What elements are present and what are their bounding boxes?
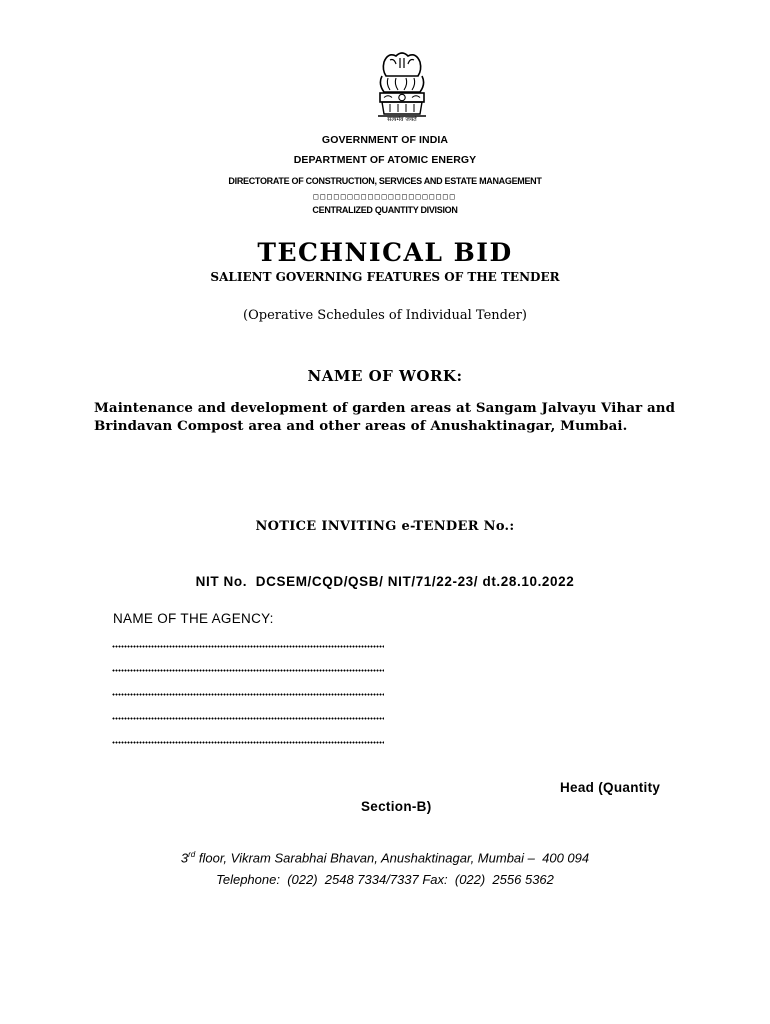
telephone-fax: Telephone: (022) 2548 7334/7337 Fax: (022) 2556 5362 — [216, 872, 554, 887]
emblem-motto: सत्यमेव जयते — [387, 116, 417, 123]
address-rest: floor, Vikram Sarabhai Bhavan, Anushaktinagar, Mumbai – 400 094 — [195, 850, 590, 866]
signatory-line-2: Section-B) — [361, 799, 432, 814]
operative-schedules-note: (Operative Schedules of Individual Tender) — [243, 308, 527, 323]
government-heading: GOVERNMENT OF INDIA — [321, 134, 449, 146]
directorate-heading: DIRECTORATE OF CONSTRUCTION, SERVICES AND ESTATE MANAGEMENT — [228, 176, 542, 186]
nit-number: NIT No. DCSEM/CQD/QSB/ NIT/71/22-23/ dt.28.10.2022 — [195, 574, 575, 589]
document-subtitle: SALIENT GOVERNING FEATURES OF THE TENDER — [210, 270, 560, 284]
division-heading: CENTRALIZED QUANTITY DIVISION — [312, 205, 458, 215]
department-heading: DEPARTMENT OF ATOMIC ENERGY — [293, 154, 477, 166]
document-title: TECHNICAL BID — [257, 238, 513, 267]
agency-blank-line-2 — [112, 669, 384, 672]
agency-blank-line-1 — [112, 645, 384, 648]
name-of-work-label: NAME OF WORK: — [307, 367, 463, 385]
signatory-line-1: Head (Quantity — [560, 780, 661, 795]
work-description-line-2: Brindavan Compost area and other areas of Anushaktinagar, Mumbai. — [94, 418, 628, 434]
floor-number: 3 — [180, 850, 189, 866]
floor-suffix: rd — [188, 850, 196, 859]
work-description — [94, 399, 734, 435]
agency-blank-line-4 — [112, 717, 384, 720]
notice-heading: NOTICE INVITING e-TENDER No.: — [255, 519, 515, 534]
header-separator: □□□□□□□□□□□□□□□□□□□□□ — [313, 192, 457, 201]
agency-blank-line-5 — [112, 741, 384, 744]
office-address — [0, 850, 770, 865]
work-description-line-1: Maintenance and development of garden areas at Sangam Jalvayu Vihar and — [94, 400, 676, 416]
agency-blank-line-3 — [112, 693, 384, 696]
agency-label: NAME OF THE AGENCY: — [113, 611, 274, 626]
